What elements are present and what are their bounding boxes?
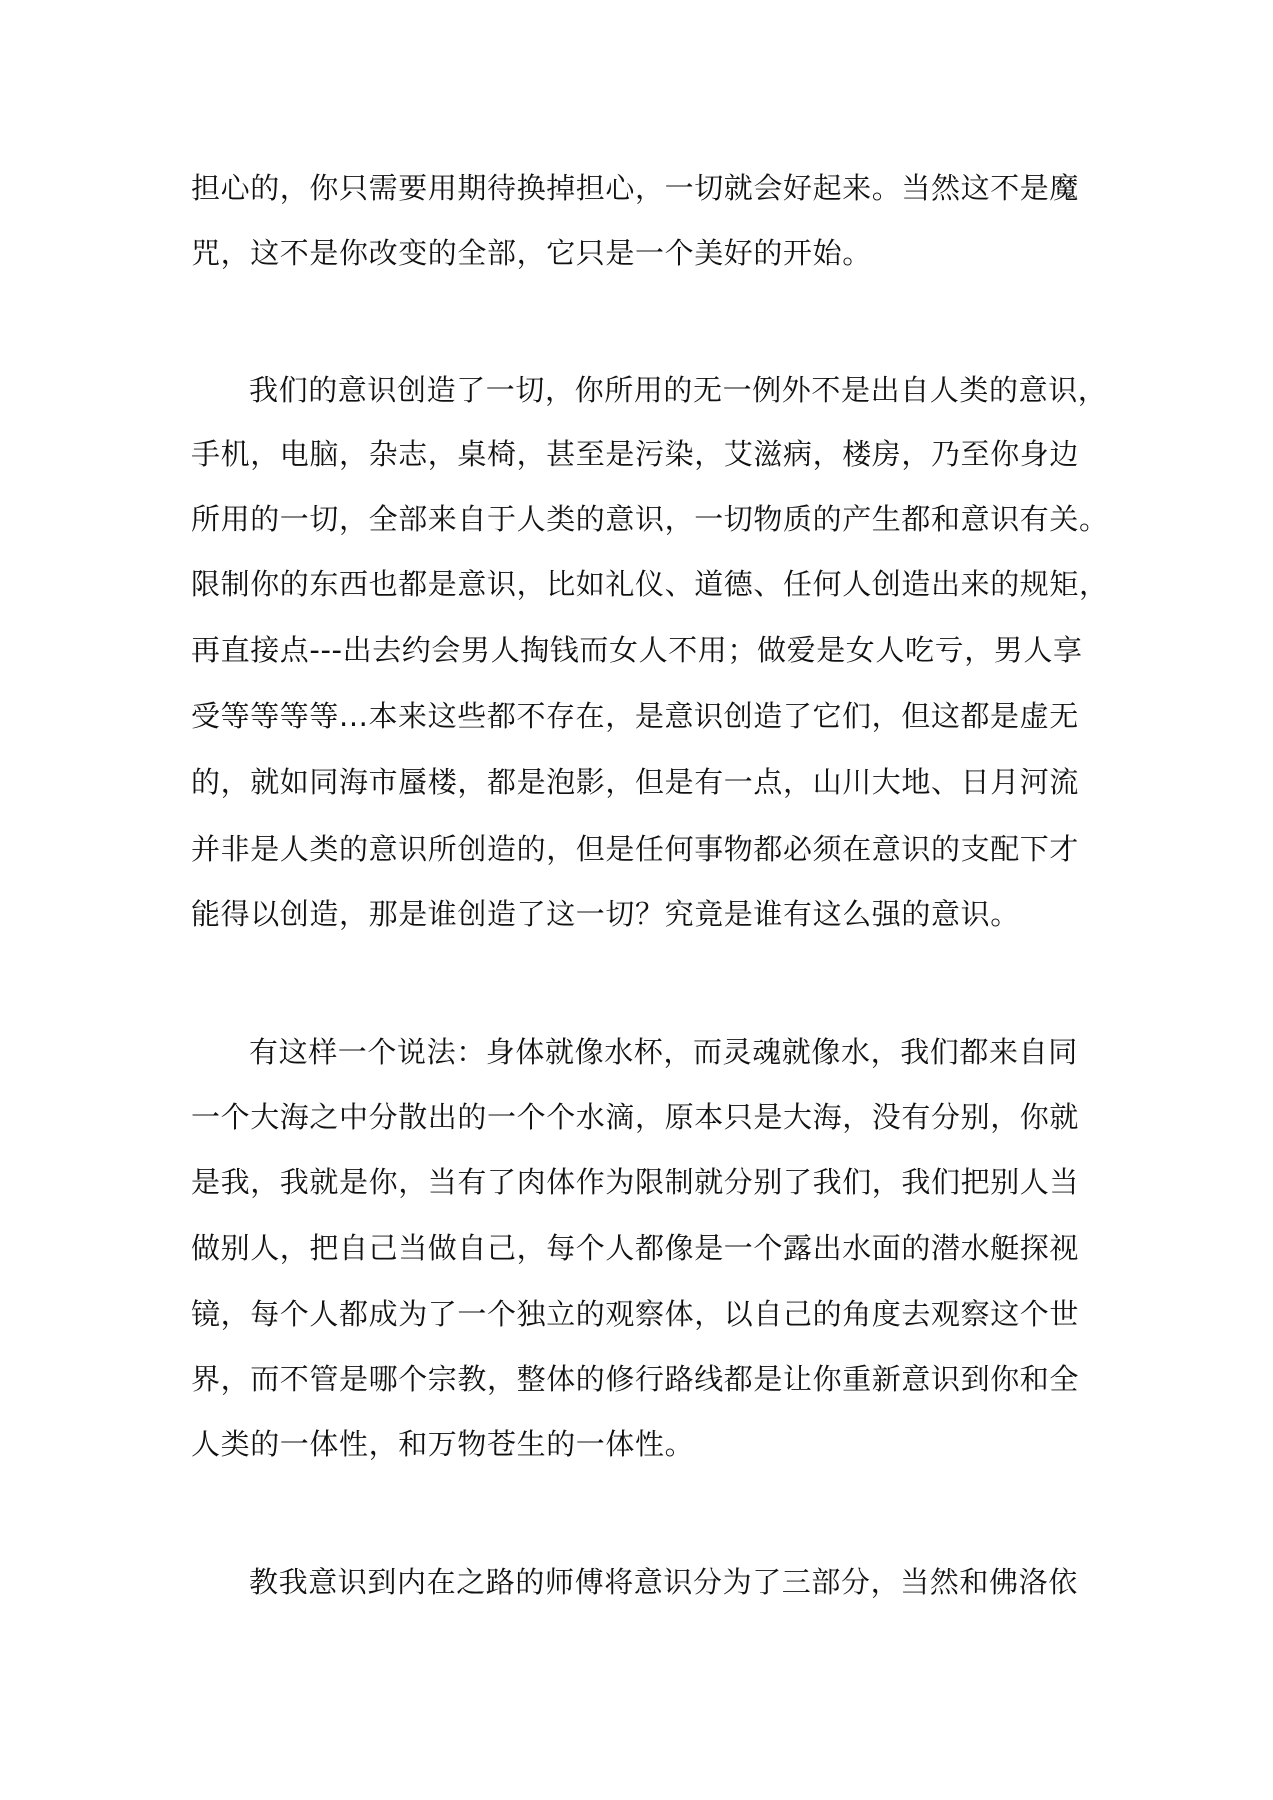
paragraph-2-line-8: 并非是人类的意识所创造的，但是任何事物都必须在意识的支配下才 [191,832,1080,866]
paragraph-3-line-2: 一个大海之中分散出的一个个水滴，原本只是大海，没有分别，你就 [191,1100,1080,1134]
paragraph-2-line-6: 受等等等等...本来这些都不存在，是意识创造了它们，但这都是虚无 [191,699,1079,733]
paragraph-1-line-2: 咒，这不是你改变的全部，它只是一个美好的开始。 [191,236,872,270]
paragraph-2-line-1: 我们的意识创造了一切，你所用的无一例外不是出自人类的意识， [249,373,1108,407]
paragraph-4-line-1: 教我意识到内在之路的师傅将意识分为了三部分，当然和佛洛依 [249,1565,1078,1599]
paragraph-3-line-4: 做别人，把自己当做自己，每个人都像是一个露出水面的潜水艇探视 [191,1231,1080,1265]
paragraph-2-line-9: 能得以创造，那是谁创造了这一切？究竟是谁有这么强的意识。 [191,897,1020,931]
paragraph-3-line-3: 是我，我就是你，当有了肉体作为限制就分别了我们，我们把别人当 [191,1165,1080,1199]
paragraph-1-line-1: 担心的，你只需要用期待换掉担心，一切就会好起来。当然这不是魔 [191,171,1080,205]
paragraph-3-line-5: 镜，每个人都成为了一个独立的观察体，以自己的角度去观察这个世 [191,1297,1080,1331]
paragraph-3-line-1: 有这样一个说法：身体就像水杯，而灵魂就像水，我们都来自同 [249,1035,1078,1069]
paragraph-2-line-7: 的，就如同海市蜃楼，都是泡影，但是有一点，山川大地、日月河流 [191,765,1080,799]
paragraph-2-line-3: 所用的一切，全部来自于人类的意识，一切物质的产生都和意识有关。 [191,502,1109,536]
paragraph-3-line-6: 界，而不管是哪个宗教，整体的修行路线都是让你重新意识到你和全 [191,1362,1080,1396]
paragraph-3-line-7: 人类的一体性，和万物苍生的一体性。 [191,1427,695,1461]
paragraph-2-line-4: 限制你的东西也都是意识，比如礼仪、道德、任何人创造出来的规矩， [191,567,1109,601]
paragraph-2-line-5: 再直接点---出去约会男人掏钱而女人不用；做爱是女人吃亏，男人享 [191,633,1083,667]
paragraph-2-line-2: 手机，电脑，杂志，桌椅，甚至是污染，艾滋病，楼房，乃至你身边 [191,437,1080,471]
